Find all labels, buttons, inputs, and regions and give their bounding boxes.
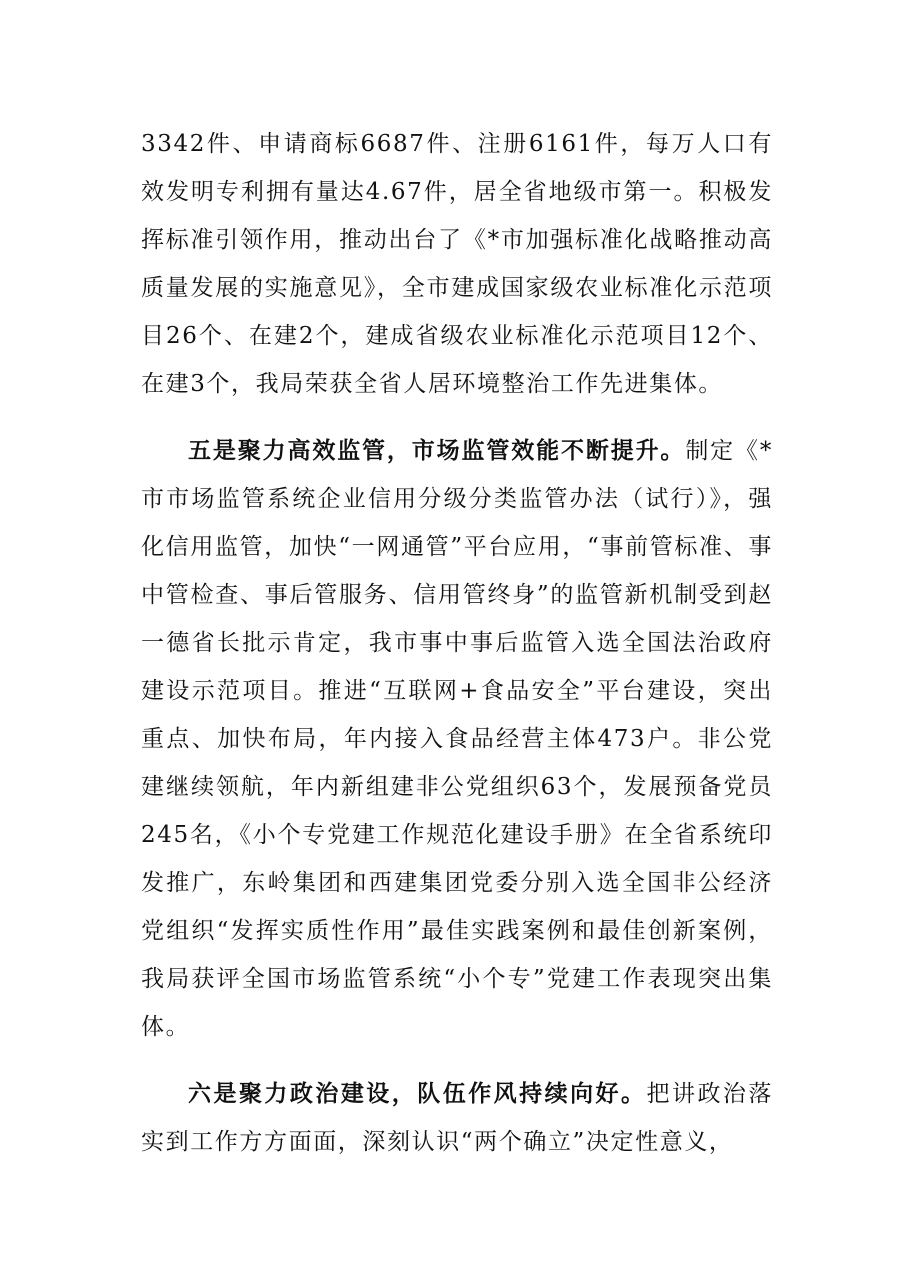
paragraph-text: 3342件、申请商标6687件、注册6161件，每万人口有效发明专利拥有量达4.67件，居全省地级市第一。积极发挥标准引领作用，推动出台了《*市加强标准化战略推动高质量发展的实施意见》，全市建成国家级农业标准化示范项目26个、在建2个，建成省级农业标准化示范项目12个、在建3个，我局荣获全省人居环境整治工作先进集体。: [141, 131, 773, 397]
paragraph-lead: 六是聚力政治建设，队伍作风持续向好。: [188, 1080, 647, 1107]
paragraph-six: [141, 1070, 773, 1166]
document-page: [141, 120, 773, 1166]
paragraph-continuation: [141, 120, 773, 408]
paragraph-text: 把讲政治落实到工作方方面面，深刻认识“两个确立”决定性意义，: [141, 1081, 773, 1155]
paragraph-text: 制定《*市市场监管系统企业信用分级分类监管办法（试行）》，强化信用监管，加快“一网通管”平台应用，“事前管标准、事中管检查、事后管服务、信用管终身”的监管新机制受到赵一德省长批示肯定，我市事中事后监管入选全国法治政府建设示范项目。推进“互联网+食品安全”平台建设，突出重点、加快布局，年内接入食品经营主体473户。非公党建继续领航，年内新组建非公党组织63个，发展预备党员245名，《小个专党建工作规范化建设手册》在全省系统印发推广，东岭集团和西建集团党委分别入选全国非公经济党组织“发挥实质性作用”最佳实践案例和最佳创新案例，我局获评全国市场监管系统“小个专”党建工作表现突出集体。: [141, 438, 774, 1040]
paragraph-lead: 五是聚力高效监管，市场监管效能不断提升。: [188, 437, 686, 464]
paragraph-five: [141, 427, 773, 1051]
